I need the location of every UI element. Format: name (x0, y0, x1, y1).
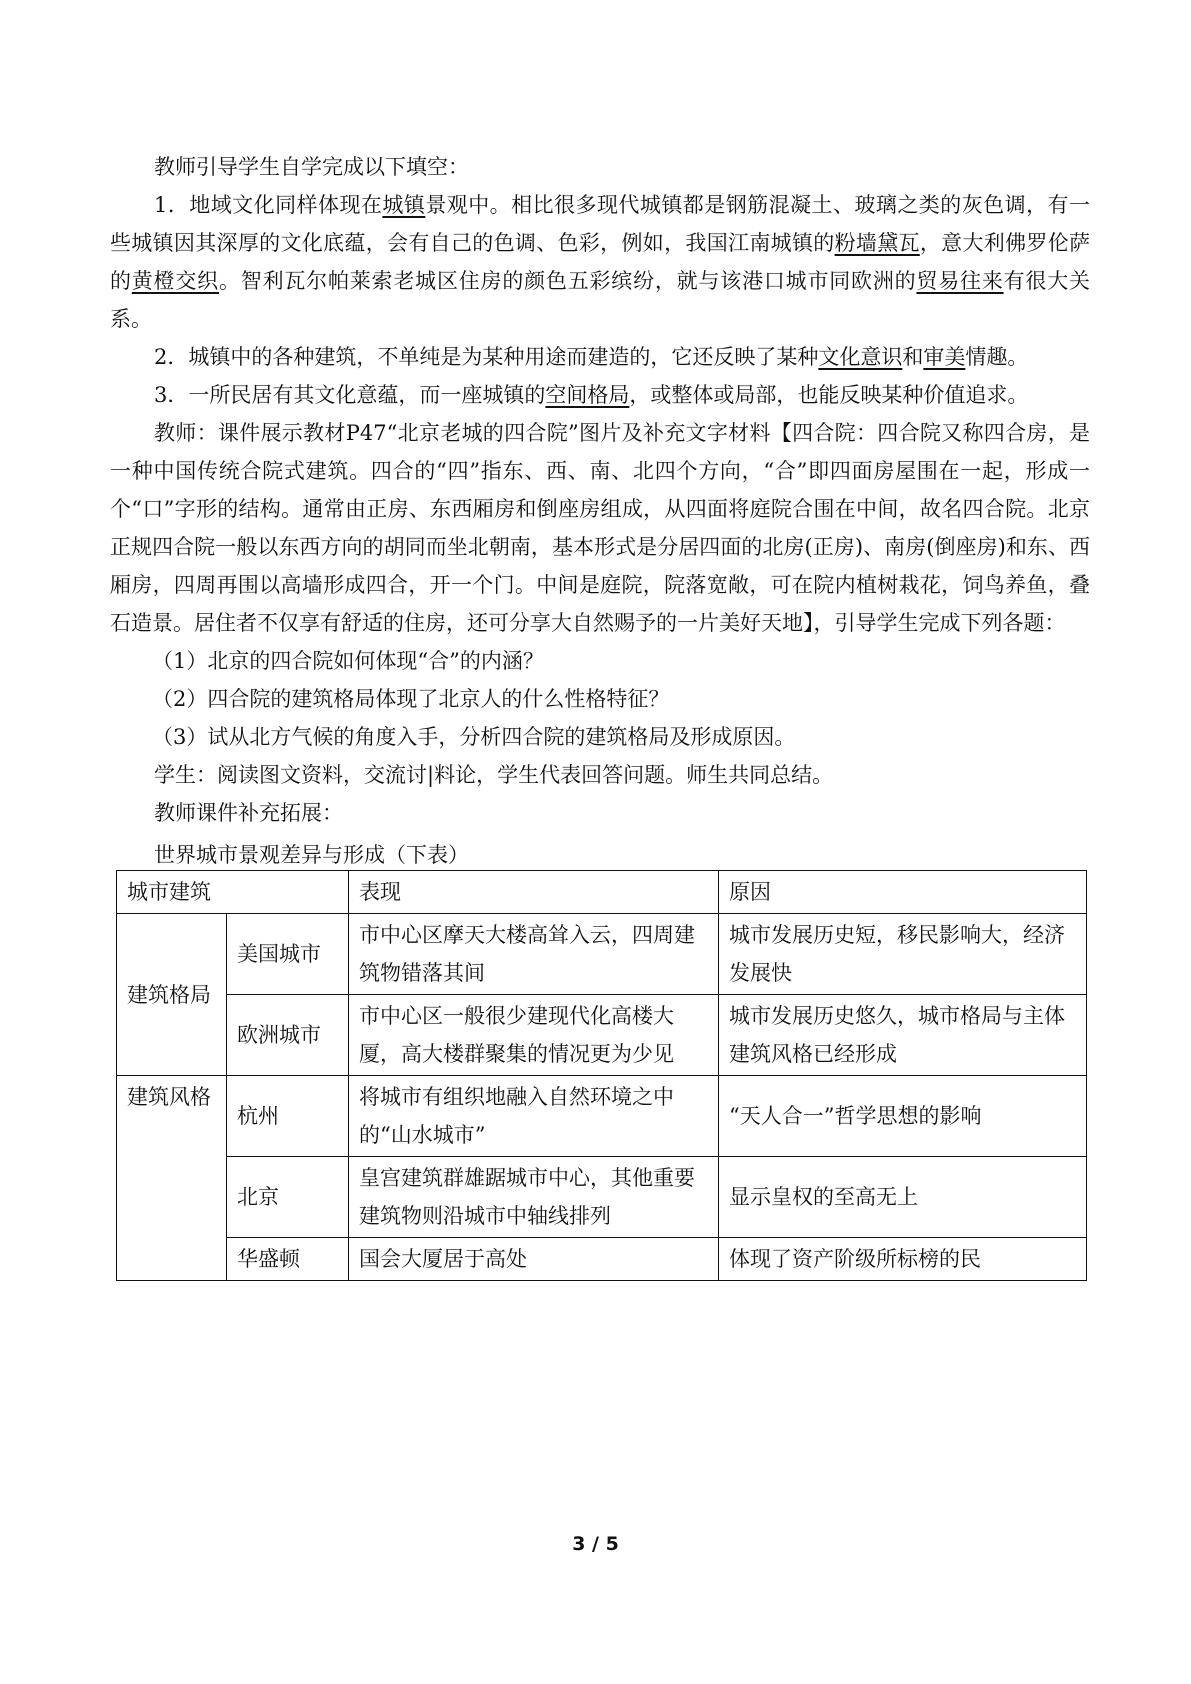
header-cell: 原因 (719, 871, 1087, 914)
table-row (117, 914, 1087, 995)
reason-cell: 城市发展历史短，移民影响大，经济发展快 (719, 914, 1087, 995)
city-cell: 杭州 (227, 1076, 349, 1157)
reason-cell: 显示皇权的至高无上 (719, 1157, 1087, 1238)
extension-line: 教师课件补充拓展： (154, 801, 343, 825)
text: ，或整体或局部，也能反映某种价值追求。 (629, 383, 1029, 407)
text: 2．城镇中的各种建筑，不单纯是为某种用途而建造的，它还反映了某种 (154, 345, 819, 369)
question-3: （3）试从北方气候的角度入手，分析四合院的建筑格局及形成原因。 (152, 725, 796, 749)
group-cell: 建筑风格 (117, 1076, 227, 1281)
teacher-paragraph: 教师：课件展示教材P47“北京老城的四合院”图片及补充文字材料【四合院：四合院又称四合房，是一种中国传统合院式建筑。四合的“四”指东、西、南、北四个方向，“合”即四面房屋围在一起，形成一个“口”字形的结构。通常由正房、东西厢房和倒座房组成，从四面将庭院合围在中间，故名四合院。北京正规四合院一般以东西方向的胡同而坐北朝南，基本形式是分居四面的北房(正房)、南房(倒座房)和东、西厢房，四周再围以高墙形成四合，开一个门。中间是庭院，院落宽敞，可在院内植树栽花，饲鸟养鱼，叠石造景。居住者不仅享有舒适的住房，还可分享大自然赐予的一片美好天地】，引导学生完成下列各题： (110, 421, 1090, 635)
header-cell: 城市建筑 (117, 871, 349, 914)
text: 。智利瓦尔帕莱索老城区住房的颜色五彩缤纷，就与该港口城市同欧洲的 (218, 269, 917, 293)
document-body (110, 148, 1090, 1281)
show-cell: 国会大厦居于高处 (349, 1238, 719, 1281)
student-line: 学生：阅读图文资料，交流讨|料论，学生代表回答问题。师生共同总结。 (154, 763, 834, 787)
table-caption: 世界城市景观差异与形成（下表） (154, 843, 469, 867)
text: 有很大关系。 (110, 269, 1091, 331)
table-row (117, 1076, 1087, 1157)
reason-cell: 城市发展历史悠久，城市格局与主体建筑风格已经形成 (719, 995, 1087, 1076)
show-cell: 将城市有组织地融入自然环境之中的“山水城市” (349, 1076, 719, 1157)
city-cell: 华盛顿 (227, 1238, 349, 1281)
city-cell: 北京 (227, 1157, 349, 1238)
intro-line: 教师引导学生自学完成以下填空： (154, 155, 469, 179)
show-cell: 市中心区一般很少建现代化高楼大厦，高大楼群聚集的情况更为少见 (349, 995, 719, 1076)
header-cell: 表现 (349, 871, 719, 914)
blank-answer: 黄橙交织 (131, 269, 219, 293)
blank-answer: 粉墙黛瓦 (834, 231, 920, 255)
show-cell: 市中心区摩天大楼高耸入云，四周建筑物错落其间 (349, 914, 719, 995)
fill-item-2 (110, 338, 1090, 376)
blank-answer: 审美 (923, 345, 966, 369)
blank-answer: 文化意识 (818, 345, 903, 369)
reason-cell: 体现了资产阶级所标榜的民 (719, 1238, 1087, 1281)
text: 1．地域文化同样体现在 (154, 193, 383, 217)
group-cell: 建筑格局 (117, 914, 227, 1076)
text: 和 (902, 345, 924, 369)
fill-item-1 (110, 186, 1090, 338)
blank-answer: 空间格局 (545, 383, 630, 407)
text: 景观中。相比很多现代城镇都是钢筋混凝土、玻璃之类的灰色调，有一些城镇因其深厚的文化底蕴，会有自己的色调、色彩，例如，我国江南城镇的 (110, 193, 1091, 255)
blank-answer: 贸易往来 (916, 269, 1004, 293)
reason-cell: “天人合一”哲学思想的影响 (719, 1076, 1087, 1157)
question-1: （1）北京的四合院如何体现“合”的内涵？ (152, 649, 544, 673)
text: 3．一所民居有其文化意蕴，而一座城镇的 (154, 383, 546, 407)
page-number: 3 / 5 (572, 1533, 619, 1555)
table-header-row (117, 871, 1087, 914)
table-row (117, 1157, 1087, 1238)
fill-item-3 (110, 376, 1090, 414)
table-row (117, 1238, 1087, 1281)
table-row (117, 995, 1087, 1076)
city-cell: 欧洲城市 (227, 995, 349, 1076)
text: 情趣。 (965, 345, 1029, 369)
city-landscape-table (116, 870, 1087, 1281)
city-cell: 美国城市 (227, 914, 349, 995)
text: ，意大利佛罗伦萨的 (110, 231, 1091, 293)
show-cell: 皇宫建筑群雄踞城市中心，其他重要建筑物则沿城市中轴线排列 (349, 1157, 719, 1238)
question-2: （2）四合院的建筑格局体现了北京人的什么性格特征？ (152, 687, 670, 711)
blank-answer: 城镇 (382, 193, 426, 217)
